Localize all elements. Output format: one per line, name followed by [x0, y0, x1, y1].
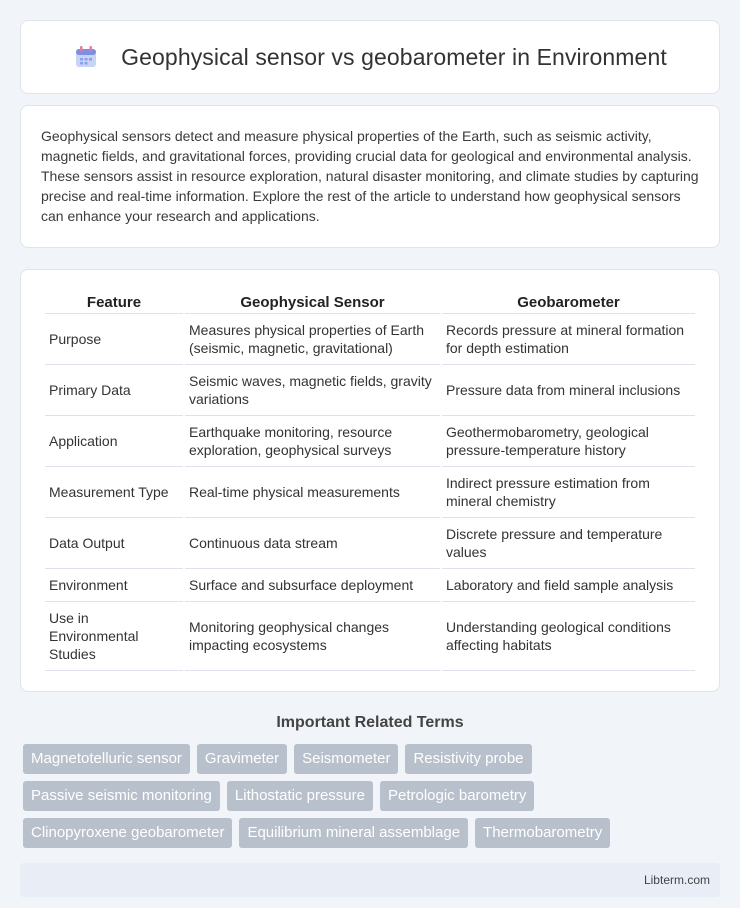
feature-cell: Data Output — [45, 518, 183, 569]
geophysical-sensor-cell: Real-time physical measurements — [185, 467, 440, 518]
related-term-tag[interactable]: Magnetotelluric sensor — [23, 744, 190, 774]
comparison-table — [43, 290, 697, 671]
geophysical-sensor-cell: Seismic waves, magnetic fields, gravity variations — [185, 365, 440, 416]
geophysical-sensor-cell: Continuous data stream — [185, 518, 440, 569]
footer — [20, 863, 720, 897]
related-term-tag[interactable]: Thermobarometry — [475, 818, 610, 848]
footer-site-link[interactable]: Libterm.com — [643, 873, 710, 887]
geobarometer-cell: Understanding geological conditions affecting habitats — [442, 602, 695, 671]
comparison-table-card — [20, 269, 720, 692]
table-row — [45, 569, 695, 602]
geophysical-sensor-cell: Monitoring geophysical changes impacting ecosystems — [185, 602, 440, 671]
geobarometer-cell: Pressure data from mineral inclusions — [442, 365, 695, 416]
geophysical-sensor-cell: Earthquake monitoring, resource exploration, geophysical surveys — [185, 416, 440, 467]
related-term-tag[interactable]: Lithostatic pressure — [227, 781, 373, 811]
geophysical-sensor-cell: Measures physical properties of Earth (seismic, magnetic, gravitational) — [185, 314, 440, 365]
related-term-tag[interactable]: Seismometer — [294, 744, 398, 774]
table-row — [45, 365, 695, 416]
related-term-tag[interactable]: Petrologic barometry — [380, 781, 534, 811]
column-header-geophysical-sensor: Geophysical Sensor — [185, 290, 440, 314]
table-row — [45, 416, 695, 467]
related-term-tag[interactable]: Equilibrium mineral assemblage — [239, 818, 468, 848]
geophysical-sensor-cell: Surface and subsurface deployment — [185, 569, 440, 602]
related-term-tag[interactable]: Gravimeter — [197, 744, 287, 774]
related-terms-list — [20, 744, 720, 848]
calendar-icon — [73, 44, 99, 70]
geobarometer-cell: Laboratory and field sample analysis — [442, 569, 695, 602]
related-term-tag[interactable]: Passive seismic monitoring — [23, 781, 220, 811]
intro-text: Geophysical sensors detect and measure physical properties of the Earth, such as seismic activity, magnetic fields, and gravitational forces, providing crucial data for geological and environmental analysis. These sensors assist in resource exploration, natural disaster monitoring, and climate studies by capturing precise and real-time information. Explore the rest of the article to understand how geophysical sensors can enhance your research and applications. — [41, 128, 699, 224]
geobarometer-cell: Records pressure at mineral formation for depth estimation — [442, 314, 695, 365]
feature-cell: Primary Data — [45, 365, 183, 416]
table-header-row — [45, 290, 695, 314]
related-term-tag[interactable]: Clinopyroxene geobarometer — [23, 818, 232, 848]
table-row — [45, 467, 695, 518]
table-row — [45, 518, 695, 569]
column-header-geobarometer: Geobarometer — [442, 290, 695, 314]
feature-cell: Measurement Type — [45, 467, 183, 518]
intro-card — [20, 105, 720, 248]
geobarometer-cell: Geothermobarometry, geological pressure-temperature history — [442, 416, 695, 467]
related-terms-title: Important Related Terms — [276, 714, 464, 731]
geobarometer-cell: Discrete pressure and temperature values — [442, 518, 695, 569]
feature-cell: Purpose — [45, 314, 183, 365]
column-header-feature: Feature — [45, 290, 183, 314]
feature-cell: Application — [45, 416, 183, 467]
header-card — [20, 20, 720, 94]
related-term-tag[interactable]: Resistivity probe — [405, 744, 531, 774]
geobarometer-cell: Indirect pressure estimation from mineral chemistry — [442, 467, 695, 518]
table-row — [45, 314, 695, 365]
feature-cell: Environment — [45, 569, 183, 602]
feature-cell: Use in Environmental Studies — [45, 602, 183, 671]
table-row — [45, 602, 695, 671]
page-title: Geophysical sensor vs geobarometer in Environment — [121, 43, 667, 70]
